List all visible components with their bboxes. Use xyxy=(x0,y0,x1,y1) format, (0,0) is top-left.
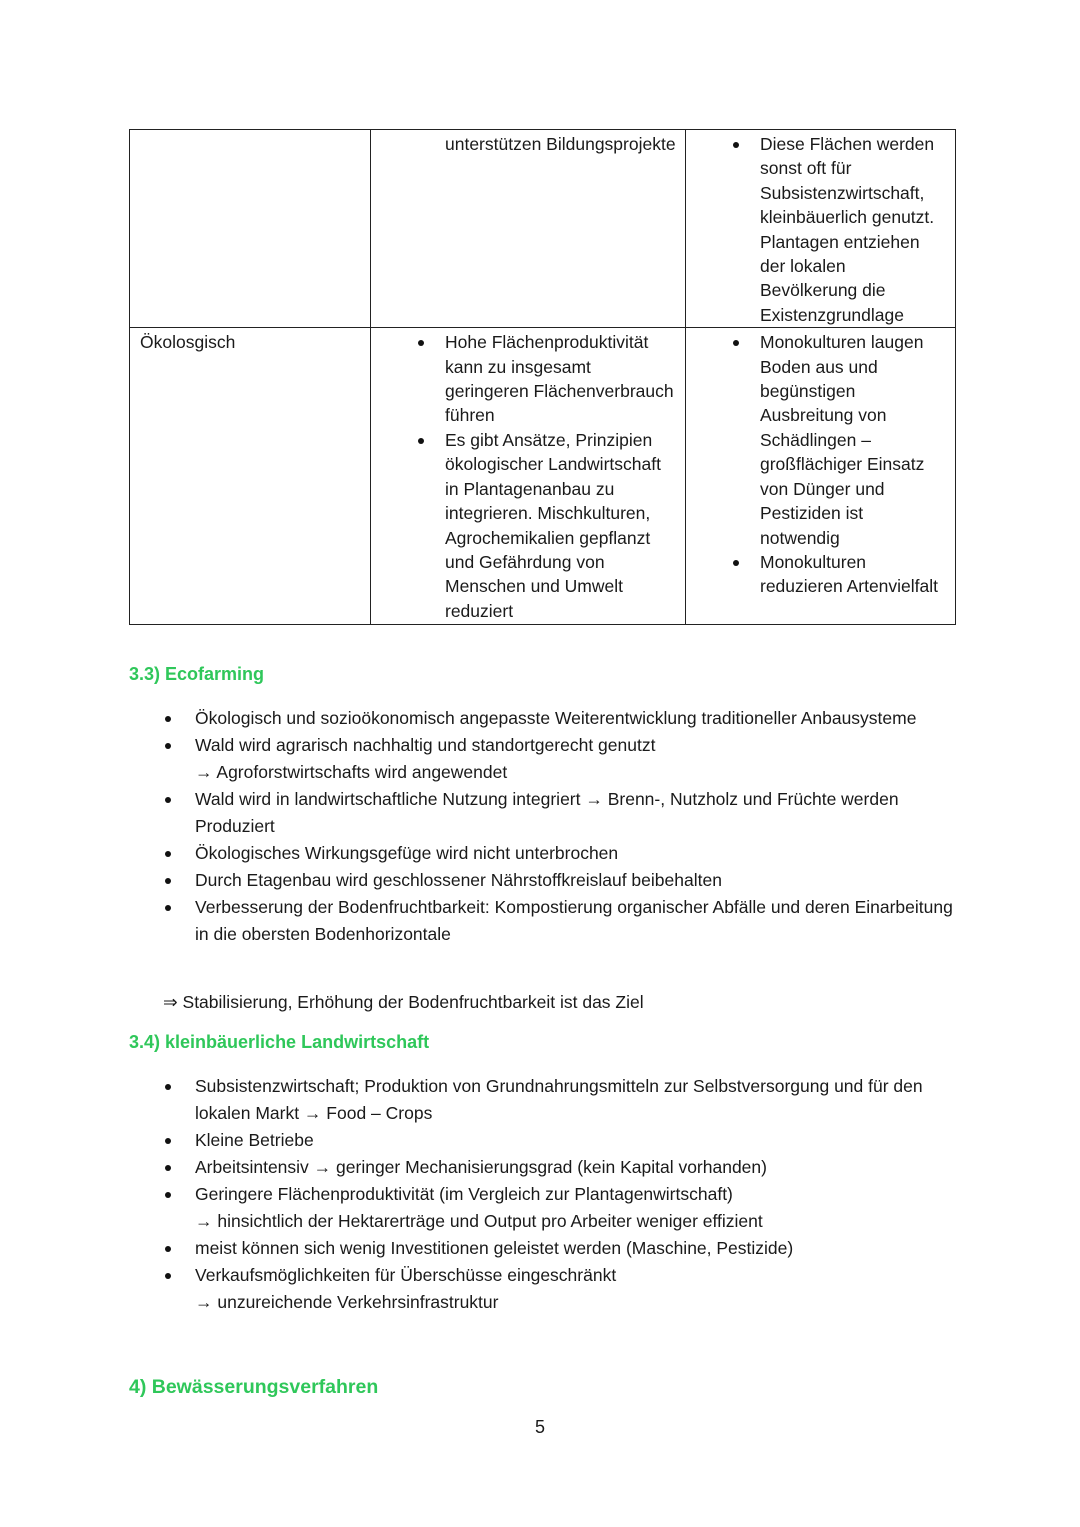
list-item xyxy=(129,1181,969,1235)
ecofarming-list xyxy=(129,705,969,948)
table-cell-disadvantages xyxy=(686,130,956,328)
list-item: Subsistenzwirtschaft; Produktion von Grundnahrungsmitteln zur Selbstversorgung und für den lokalen Markt → Food – Crops xyxy=(129,1073,969,1127)
list-item: Ökologisches Wirkungsgefüge wird nicht unterbrochen xyxy=(129,840,969,867)
table-cell-category: Ökolosgisch xyxy=(130,328,371,625)
table-cell-advantages xyxy=(371,130,686,328)
list-item: Hohe Flächenproduktivität kann zu insgesamt geringeren Flächenverbrauch führen xyxy=(379,330,677,428)
list-item: Monokulturen reduzieren Artenvielfalt xyxy=(694,550,947,599)
section-heading-smallholder: 3.4) kleinbäuerliche Landwirtschaft xyxy=(129,1032,430,1052)
list-item: Wald wird in landwirtschaftliche Nutzung integriert → Brenn-, Nutzholz und Früchte werden Produziert xyxy=(129,786,969,840)
section-heading-irrigation: 4) Bewässerungsverfahren xyxy=(129,1376,379,1398)
list-item-text: Wald wird agrarisch nachhaltig und standortgerecht genutzt xyxy=(195,735,656,755)
smallholder-list xyxy=(129,1073,969,1316)
list-item: Monokulturen laugen Boden aus und begünstigen Ausbreitung von Schädlingen – großflächiger Einsatz von Dünger und Pestiziden ist notwendig xyxy=(694,330,947,550)
page-number: 5 xyxy=(534,1417,545,1437)
list-item-subtext: → hinsichtlich der Hektarerträge und Output pro Arbeiter weniger effizient xyxy=(195,1211,763,1231)
list-item: Verbesserung der Bodenfruchtbarkeit: Kompostierung organischer Abfälle und deren Einarbeitung in die obersten Bodenhorizontale xyxy=(129,894,969,948)
list-item-subtext: → Agroforstwirtschafts wird angewendet xyxy=(195,762,508,782)
table-cell-disadvantages xyxy=(686,328,956,625)
list-item: Diese Flächen werden sonst oft für Subsistenzwirtschaft, kleinbäuerlich genutzt. Plantagen entziehen der lokalen Bevölkerung die Existenzgrundlage xyxy=(694,132,947,327)
list-item-text: Verkaufsmöglichkeiten für Überschüsse eingeschränkt xyxy=(195,1265,617,1285)
list-item: Es gibt Ansätze, Prinzipien ökologischer Landwirtschaft in Plantagenanbau zu integrieren. Mischkulturen, Agrochemikalien gepflanzt und Gefährdung von Menschen und Umwelt reduziert xyxy=(379,428,677,623)
table-row xyxy=(130,328,956,625)
section-heading-ecofarming: 3.3) Ecofarming xyxy=(129,664,265,684)
list-item xyxy=(129,1262,969,1316)
list-item: Arbeitsintensiv → geringer Mechanisierungsgrad (kein Kapital vorhanden) xyxy=(129,1154,969,1181)
list-item: Ökologisch und sozioökonomisch angepasste Weiterentwicklung traditioneller Anbausysteme xyxy=(129,705,969,732)
cell-text: unterstützen Bildungsprojekte xyxy=(445,134,676,154)
list-item-text: Geringere Flächenproduktivität (im Vergleich zur Plantagenwirtschaft) xyxy=(195,1184,733,1204)
comparison-table xyxy=(129,129,956,625)
table-cell-category xyxy=(130,130,371,328)
ecofarming-conclusion: ⇒ Stabilisierung, Erhöhung der Bodenfruchtbarkeit ist das Ziel xyxy=(163,992,644,1012)
list-item: Durch Etagenbau wird geschlossener Nährstoffkreislauf beibehalten xyxy=(129,867,969,894)
list-item xyxy=(129,732,969,786)
table-row xyxy=(130,130,956,328)
list-item: Kleine Betriebe xyxy=(129,1127,969,1154)
list-item-subtext: → unzureichende Verkehrsinfrastruktur xyxy=(195,1292,499,1312)
table-cell-advantages xyxy=(371,328,686,625)
list-item: meist können sich wenig Investitionen geleistet werden (Maschine, Pestizide) xyxy=(129,1235,969,1262)
